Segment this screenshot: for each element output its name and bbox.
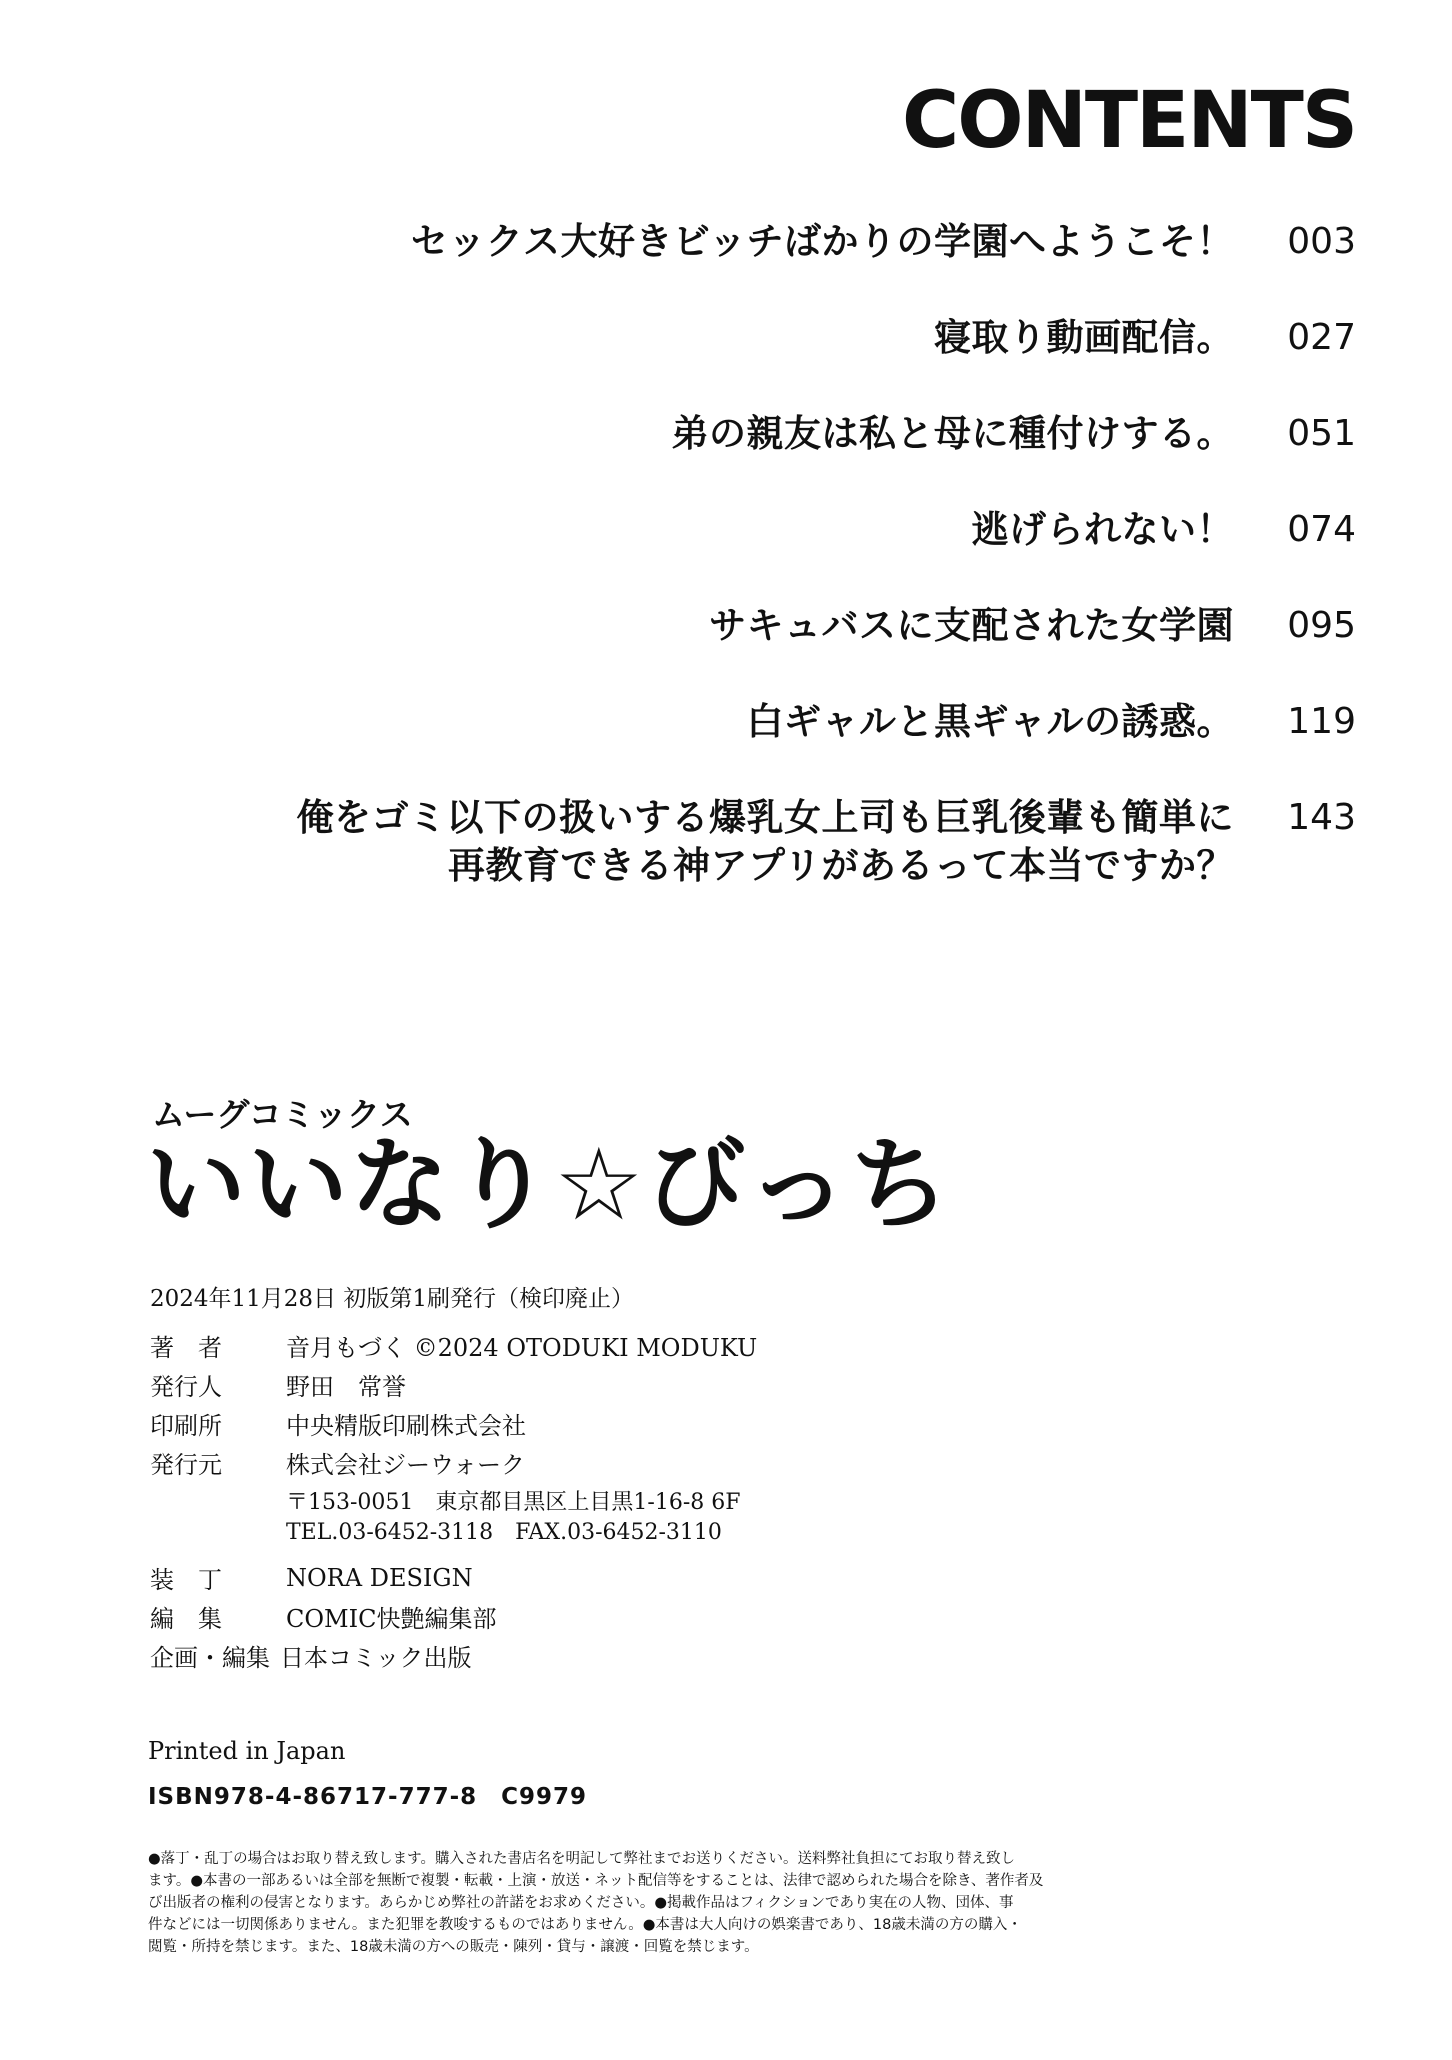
toc-entry-title: 寝取り動画配信。 — [934, 316, 1234, 359]
toc-entry-page: 051 — [1287, 413, 1356, 454]
publisher-address — [150, 1488, 757, 1548]
toc-entry-title: サキュバスに支配された女学園 — [709, 604, 1234, 647]
toc-entry-page: 143 — [1287, 797, 1356, 838]
toc-entry[interactable] — [156, 314, 1356, 362]
credit-row — [150, 1404, 757, 1443]
isbn: ISBN978-4-86717-777-8 C9979 — [148, 1784, 588, 1810]
notice-line: ます。●本書の一部あるいは全部を無断で複製・転載・上演・放送・ネット配信等をすることは、法律で認められた場合を除き、著作者及 — [148, 1873, 1044, 1889]
toc-entry-page: 074 — [1287, 509, 1356, 550]
credit-value: 野田 常誉 — [286, 1373, 406, 1401]
credit-value: COMIC快艶編集部 — [286, 1605, 497, 1633]
credit-value: 音月もづく ©2024 OTODUKI MODUKU — [286, 1334, 758, 1362]
printed-in: Printed in Japan — [148, 1737, 346, 1765]
credit-key: 印刷所 — [150, 1412, 222, 1440]
phone-fax-line: TEL.03-6452-3118 FAX.03-6452-3110 — [286, 1520, 722, 1545]
credit-key: 編 集 — [150, 1605, 222, 1633]
notice-line: ●落丁・乱丁の場合はお取り替え致します。購入された書店名を明記して弊社までお送りください。送料弊社負担にてお取り替え致し — [148, 1851, 1015, 1867]
credit-value: 中央精版印刷株式会社 — [286, 1412, 526, 1440]
toc-entry-title: 逃げられない！ — [971, 508, 1234, 551]
toc-entry-page: 095 — [1287, 605, 1356, 646]
notice-line: 閲覧・所持を禁じます。また、18歳未満の方への販売・陳列・貸与・譲渡・回覧を禁じます。 — [148, 1939, 759, 1955]
toc-entry[interactable] — [156, 218, 1356, 266]
book-title: いいなり☆びっち — [146, 1126, 952, 1243]
credit-row — [150, 1443, 757, 1482]
toc-entry[interactable] — [156, 794, 1356, 890]
toc-entry-page: 027 — [1287, 317, 1356, 358]
toc-entry-page: 119 — [1287, 701, 1356, 742]
toc-entry-title: セックス大好きビッチばかりの学園へようこそ！ — [410, 220, 1234, 263]
contents-heading: CONTENTS — [902, 76, 1356, 166]
table-of-contents — [156, 218, 1356, 938]
credit-value: 株式会社ジーウォーク — [286, 1451, 526, 1479]
address-line: 〒153-0051 東京都目黒区上目黒1-16-8 6F — [286, 1490, 741, 1515]
toc-entry-title: 白ギャルと黒ギャルの誘惑。 — [746, 700, 1234, 743]
credit-value: NORA DESIGN — [286, 1563, 473, 1592]
credit-key: 発行人 — [150, 1373, 222, 1401]
credit-row — [150, 1597, 757, 1636]
toc-entry[interactable] — [156, 410, 1356, 458]
toc-entry-page: 003 — [1287, 221, 1356, 262]
toc-entry-title: 俺をゴミ以下の扱いする爆乳女上司も巨乳後輩も簡単に 再教育できる神アプリがあるって本当ですか？ — [296, 796, 1234, 887]
notice-line: 件などには一切関係ありません。また犯罪を教唆するものではありません。●本書は大人向けの娯楽書であり、18歳未満の方の購入・ — [148, 1917, 1022, 1933]
imprint-label: ムーグコミックス — [152, 1095, 413, 1134]
toc-entry[interactable] — [156, 602, 1356, 650]
credit-key: 装 丁 — [150, 1566, 222, 1594]
credit-value: 日本コミック出版 — [280, 1644, 472, 1672]
credit-row — [150, 1558, 757, 1597]
credit-key: 発行元 — [150, 1451, 222, 1479]
credits-block — [150, 1326, 757, 1675]
legal-notice — [148, 1848, 1108, 1958]
toc-entry[interactable] — [156, 698, 1356, 746]
edition-line: 2024年11月28日 初版第1刷発行（検印廃止） — [150, 1286, 635, 1312]
credit-row — [150, 1326, 757, 1365]
credit-row — [150, 1636, 757, 1675]
credit-key: 著 者 — [150, 1334, 222, 1362]
toc-entry-title: 弟の親友は私と母に種付けする。 — [671, 412, 1234, 455]
credit-key: 企画・編集 — [150, 1644, 270, 1672]
notice-line: び出版者の権利の侵害となります。あらかじめ弊社の許諾をお求めください。●掲載作品はフィクションであり実在の人物、団体、事 — [148, 1895, 1014, 1911]
toc-entry[interactable] — [156, 506, 1356, 554]
credit-row — [150, 1365, 757, 1404]
